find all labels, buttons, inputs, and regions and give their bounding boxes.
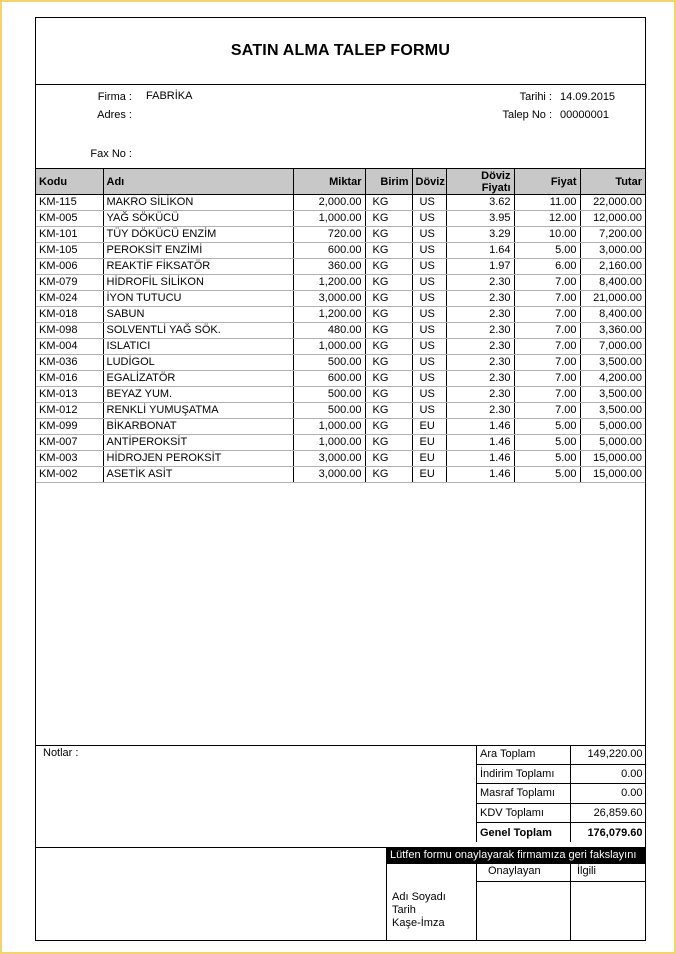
totals-label: Ara Toplam	[477, 745, 571, 764]
firma-value: FABRİKA	[146, 90, 193, 102]
cell-doviz-fiyati: 2.30	[446, 371, 514, 387]
approval-mid-border	[476, 864, 477, 940]
cell-tutar: 22,000.00	[580, 195, 645, 211]
cell-kodu: KM-099	[36, 419, 103, 435]
col-adi: Adı	[103, 169, 293, 195]
cell-kodu: KM-101	[36, 227, 103, 243]
table-row	[36, 307, 645, 323]
cell-tutar: 4,200.00	[580, 371, 645, 387]
cell-kodu: KM-005	[36, 211, 103, 227]
cell-miktar: 600.00	[293, 243, 365, 259]
cell-miktar: 1,200.00	[293, 307, 365, 323]
cell-miktar: 500.00	[293, 403, 365, 419]
cell-kodu: KM-007	[36, 435, 103, 451]
cell-birim: KG	[365, 275, 412, 291]
firma-label: Firma :	[97, 91, 132, 103]
cell-tutar: 3,500.00	[580, 355, 645, 371]
cell-miktar: 500.00	[293, 355, 365, 371]
cell-miktar: 600.00	[293, 371, 365, 387]
cell-doviz-fiyati: 2.30	[446, 355, 514, 371]
cell-tutar: 3,500.00	[580, 403, 645, 419]
cell-doviz: EU	[412, 467, 446, 483]
table-row	[36, 195, 645, 211]
cell-fiyat: 7.00	[514, 275, 580, 291]
cell-birim: KG	[365, 435, 412, 451]
page-title: SATIN ALMA TALEP FORMU	[230, 42, 451, 59]
cell-tutar: 3,500.00	[580, 387, 645, 403]
cell-doviz: EU	[412, 451, 446, 467]
table-row	[36, 339, 645, 355]
cell-miktar: 1,000.00	[293, 435, 365, 451]
cell-tutar: 5,000.00	[580, 435, 645, 451]
cell-kodu: KM-105	[36, 243, 103, 259]
table-row	[36, 243, 645, 259]
cell-tutar: 12,000.00	[580, 211, 645, 227]
col-kodu: Kodu	[36, 169, 103, 195]
cell-tutar: 7,200.00	[580, 227, 645, 243]
cell-doviz: US	[412, 387, 446, 403]
table-row	[36, 403, 645, 419]
table-row	[36, 355, 645, 371]
totals-row	[477, 803, 646, 822]
approval-right-border	[570, 864, 571, 940]
purchase-request-form	[35, 17, 646, 941]
cell-adi: BEYAZ YUM.	[103, 387, 293, 403]
cell-tutar: 21,000.00	[580, 291, 645, 307]
cell-doviz-fiyati: 3.95	[446, 211, 514, 227]
totals-row	[477, 745, 646, 764]
cell-kodu: KM-006	[36, 259, 103, 275]
cell-doviz-fiyati: 2.30	[446, 339, 514, 355]
cell-kodu: KM-004	[36, 339, 103, 355]
cell-doviz: US	[412, 339, 446, 355]
col-fiyat: Fiyat	[514, 169, 580, 195]
cell-tutar: 8,400.00	[580, 275, 645, 291]
cell-miktar: 1,000.00	[293, 419, 365, 435]
cell-birim: KG	[365, 419, 412, 435]
totals-value: 176,079.60	[571, 823, 646, 842]
cell-fiyat: 5.00	[514, 435, 580, 451]
approval-banner: Lütfen formu onaylayarak firmamıza geri fakslayını	[386, 847, 645, 864]
cell-doviz-fiyati: 2.30	[446, 291, 514, 307]
table-row	[36, 467, 645, 483]
table-row	[36, 419, 645, 435]
col-tutar: Tutar	[580, 169, 645, 195]
cell-kodu: KM-024	[36, 291, 103, 307]
cell-tutar: 5,000.00	[580, 419, 645, 435]
cell-doviz-fiyati: 2.30	[446, 387, 514, 403]
cell-adi: EGALİZATÖR	[103, 371, 293, 387]
cell-doviz: US	[412, 307, 446, 323]
cell-adi: RENKLİ YUMUŞATMA	[103, 403, 293, 419]
cell-kodu: KM-003	[36, 451, 103, 467]
col-birim: Birim	[365, 169, 412, 195]
cell-birim: KG	[365, 307, 412, 323]
cell-miktar: 2,000.00	[293, 195, 365, 211]
cell-adi: ASETİK ASİT	[103, 467, 293, 483]
tarih-sign-label: Tarih	[392, 904, 416, 916]
table-row	[36, 211, 645, 227]
cell-adi: BİKARBONAT	[103, 419, 293, 435]
cell-birim: KG	[365, 467, 412, 483]
cell-miktar: 500.00	[293, 387, 365, 403]
cell-adi: İYON TUTUCU	[103, 291, 293, 307]
totals-row	[477, 784, 646, 803]
cell-doviz-fiyati: 1.46	[446, 467, 514, 483]
cell-miktar: 720.00	[293, 227, 365, 243]
notes-label: Notlar :	[43, 747, 79, 759]
cell-adi: REAKTİF FİKSATÖR	[103, 259, 293, 275]
totals-label: İndirim Toplamı	[477, 764, 571, 783]
cell-birim: KG	[365, 339, 412, 355]
cell-fiyat: 7.00	[514, 403, 580, 419]
cell-birim: KG	[365, 355, 412, 371]
items-table	[36, 168, 645, 483]
cell-kodu: KM-079	[36, 275, 103, 291]
cell-miktar: 480.00	[293, 323, 365, 339]
totals-label: Masraf Toplamı	[477, 784, 571, 803]
cell-fiyat: 7.00	[514, 355, 580, 371]
col-miktar: Miktar	[293, 169, 365, 195]
cell-doviz-fiyati: 3.62	[446, 195, 514, 211]
totals-row	[477, 823, 646, 842]
cell-fiyat: 10.00	[514, 227, 580, 243]
cell-fiyat: 7.00	[514, 291, 580, 307]
cell-kodu: KM-013	[36, 387, 103, 403]
cell-doviz: US	[412, 211, 446, 227]
cell-adi: ANTİPEROKSİT	[103, 435, 293, 451]
cell-fiyat: 7.00	[514, 371, 580, 387]
cell-doviz-fiyati: 1.97	[446, 259, 514, 275]
cell-doviz: US	[412, 323, 446, 339]
cell-fiyat: 5.00	[514, 419, 580, 435]
cell-fiyat: 5.00	[514, 467, 580, 483]
cell-kodu: KM-012	[36, 403, 103, 419]
cell-adi: PEROKSİT ENZİMİ	[103, 243, 293, 259]
fax-label: Fax No :	[90, 148, 132, 160]
cell-doviz-fiyati: 1.46	[446, 435, 514, 451]
cell-birim: KG	[365, 211, 412, 227]
talep-value: 00000001	[560, 109, 609, 121]
cell-doviz-fiyati: 1.64	[446, 243, 514, 259]
totals-value: 0.00	[571, 784, 646, 803]
cell-doviz: US	[412, 371, 446, 387]
table-row	[36, 371, 645, 387]
cell-kodu: KM-018	[36, 307, 103, 323]
approval-header-line	[476, 881, 645, 882]
cell-doviz-fiyati: 3.29	[446, 227, 514, 243]
cell-doviz-fiyati: 2.30	[446, 307, 514, 323]
cell-tutar: 8,400.00	[580, 307, 645, 323]
cell-miktar: 1,200.00	[293, 275, 365, 291]
cell-adi: HİDROJEN PEROKSİT	[103, 451, 293, 467]
cell-miktar: 360.00	[293, 259, 365, 275]
totals-table	[476, 745, 646, 842]
title-box	[36, 18, 645, 85]
talep-label: Talep No :	[502, 109, 552, 121]
table-header-row	[36, 169, 645, 195]
totals-label: Genel Toplam	[477, 823, 571, 842]
cell-tutar: 3,000.00	[580, 243, 645, 259]
cell-doviz: US	[412, 275, 446, 291]
totals-value: 26,859.60	[571, 803, 646, 822]
adres-label: Adres :	[97, 109, 132, 121]
cell-miktar: 3,000.00	[293, 467, 365, 483]
cell-doviz-fiyati: 2.30	[446, 275, 514, 291]
tarih-value: 14.09.2015	[560, 91, 616, 103]
cell-adi: TÜY DÖKÜCÜ ENZİM	[103, 227, 293, 243]
col-doviz-fiyati: Döviz Fiyatı	[446, 169, 514, 195]
cell-adi: HİDROFİL SİLİKON	[103, 275, 293, 291]
cell-birim: KG	[365, 243, 412, 259]
cell-adi: MAKRO SİLİKON	[103, 195, 293, 211]
cell-tutar: 15,000.00	[580, 467, 645, 483]
cell-tutar: 3,360.00	[580, 323, 645, 339]
cell-adi: ISLATICI	[103, 339, 293, 355]
cell-doviz: US	[412, 243, 446, 259]
cell-doviz: US	[412, 291, 446, 307]
cell-doviz-fiyati: 1.46	[446, 419, 514, 435]
cell-fiyat: 7.00	[514, 387, 580, 403]
kase-imza-label: Kaşe-İmza	[392, 917, 445, 929]
table-row	[36, 291, 645, 307]
table-row	[36, 275, 645, 291]
totals-value: 0.00	[571, 764, 646, 783]
cell-adi: YAĞ SÖKÜCÜ	[103, 211, 293, 227]
cell-fiyat: 7.00	[514, 323, 580, 339]
col-doviz: Döviz	[412, 169, 446, 195]
cell-miktar: 3,000.00	[293, 291, 365, 307]
cell-doviz: US	[412, 355, 446, 371]
table-row	[36, 387, 645, 403]
cell-doviz: EU	[412, 435, 446, 451]
cell-birim: KG	[365, 403, 412, 419]
onaylayan-label: Onaylayan	[488, 865, 541, 877]
tarih-label: Tarihi :	[519, 91, 552, 103]
totals-label: KDV Toplamı	[477, 803, 571, 822]
cell-birim: KG	[365, 291, 412, 307]
table-row	[36, 435, 645, 451]
cell-miktar: 3,000.00	[293, 451, 365, 467]
cell-kodu: KM-036	[36, 355, 103, 371]
cell-adi: SOLVENTLİ YAĞ SÖK.	[103, 323, 293, 339]
approval-left-border	[386, 864, 387, 940]
ilgili-label: İlgili	[577, 865, 596, 877]
cell-doviz: US	[412, 259, 446, 275]
cell-kodu: KM-016	[36, 371, 103, 387]
table-row	[36, 451, 645, 467]
cell-doviz: EU	[412, 419, 446, 435]
cell-birim: KG	[365, 451, 412, 467]
cell-doviz-fiyati: 2.30	[446, 403, 514, 419]
table-row	[36, 227, 645, 243]
cell-fiyat: 7.00	[514, 307, 580, 323]
totals-row	[477, 764, 646, 783]
cell-miktar: 1,000.00	[293, 339, 365, 355]
cell-birim: KG	[365, 323, 412, 339]
cell-fiyat: 7.00	[514, 339, 580, 355]
cell-fiyat: 5.00	[514, 243, 580, 259]
cell-kodu: KM-098	[36, 323, 103, 339]
cell-kodu: KM-002	[36, 467, 103, 483]
cell-doviz: US	[412, 403, 446, 419]
adi-soyadi-label: Adı Soyadı	[392, 891, 446, 903]
cell-birim: KG	[365, 227, 412, 243]
cell-doviz-fiyati: 1.46	[446, 451, 514, 467]
table-row	[36, 259, 645, 275]
cell-doviz: US	[412, 195, 446, 211]
cell-tutar: 7,000.00	[580, 339, 645, 355]
cell-adi: LUDİGOL	[103, 355, 293, 371]
cell-doviz-fiyati: 2.30	[446, 323, 514, 339]
cell-adi: SABUN	[103, 307, 293, 323]
cell-doviz: US	[412, 227, 446, 243]
cell-fiyat: 6.00	[514, 259, 580, 275]
cell-fiyat: 11.00	[514, 195, 580, 211]
cell-birim: KG	[365, 371, 412, 387]
cell-birim: KG	[365, 387, 412, 403]
cell-tutar: 15,000.00	[580, 451, 645, 467]
table-row	[36, 323, 645, 339]
cell-kodu: KM-115	[36, 195, 103, 211]
cell-tutar: 2,160.00	[580, 259, 645, 275]
cell-birim: KG	[365, 195, 412, 211]
totals-value: 149,220.00	[571, 745, 646, 764]
cell-fiyat: 5.00	[514, 451, 580, 467]
cell-fiyat: 12.00	[514, 211, 580, 227]
cell-miktar: 1,000.00	[293, 211, 365, 227]
cell-birim: KG	[365, 259, 412, 275]
